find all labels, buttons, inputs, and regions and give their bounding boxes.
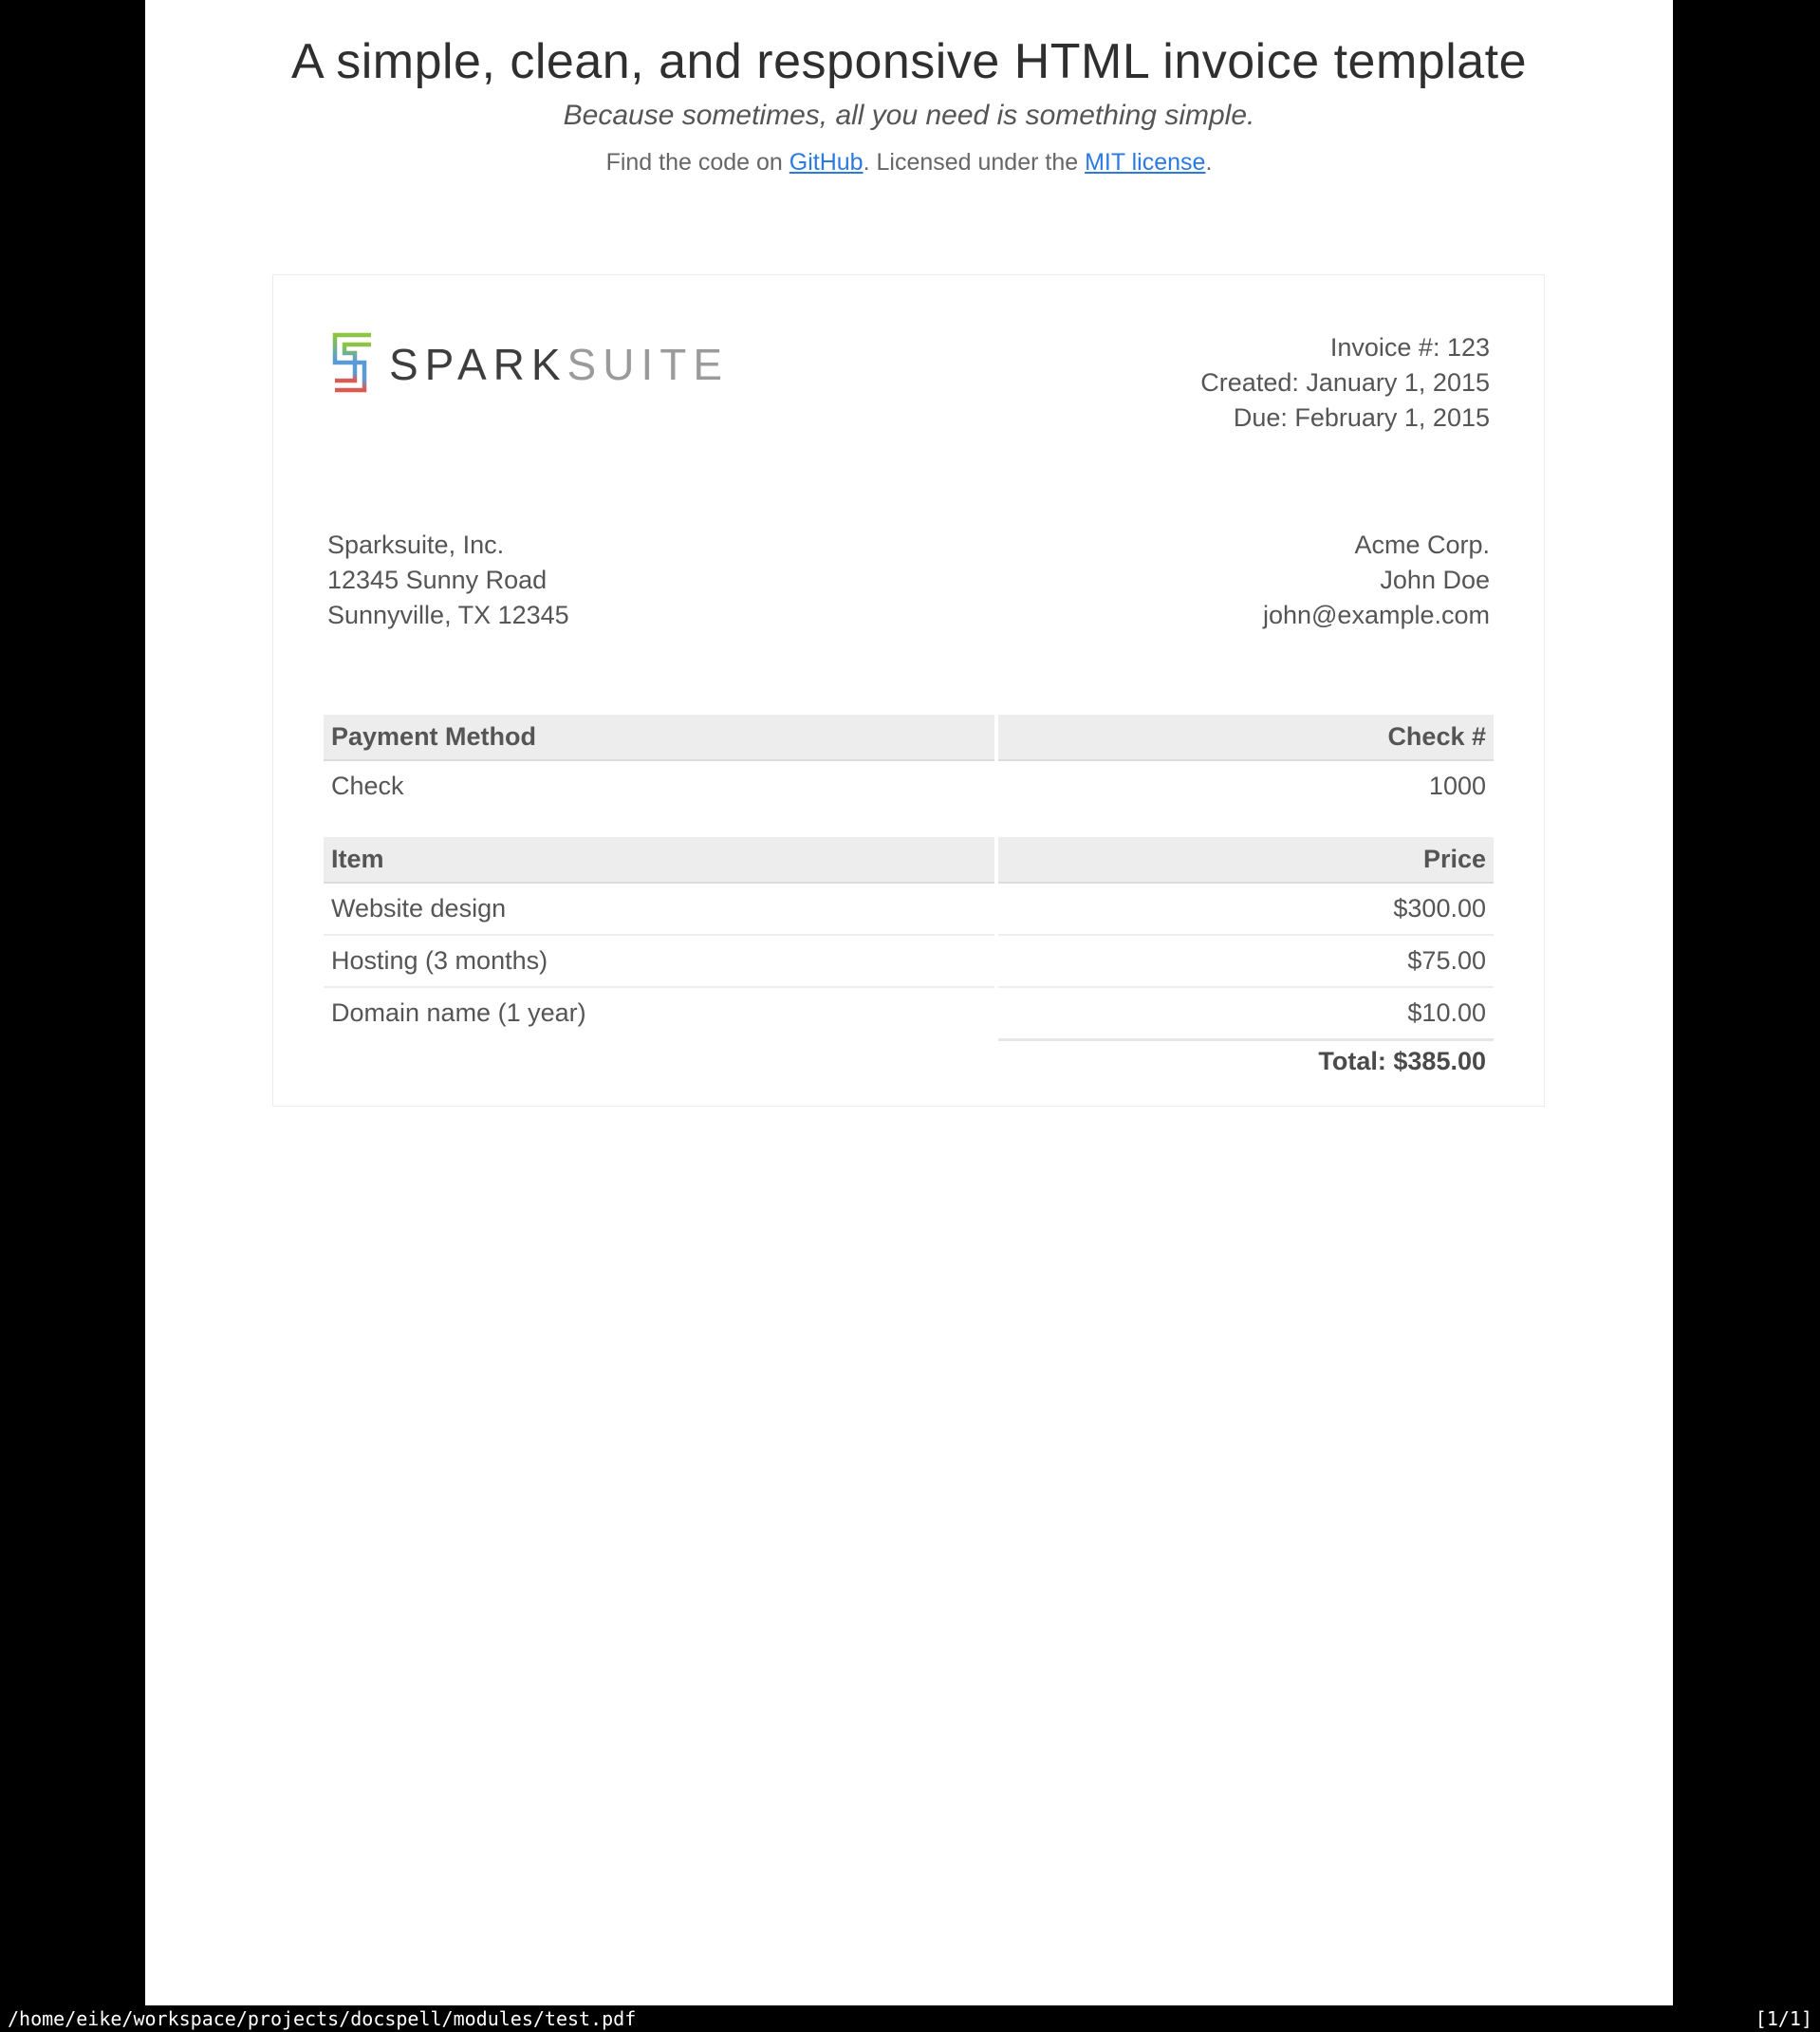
sparksuite-logo-icon <box>327 331 375 398</box>
sender-city: Sunnyville, TX 12345 <box>327 601 569 629</box>
recipient-name: John Doe <box>1380 566 1490 594</box>
links-line <box>145 148 1673 177</box>
item-row <box>324 936 1494 988</box>
payment-row <box>324 761 1494 811</box>
item-name: Website design <box>324 884 994 936</box>
page-subtitle: Because sometimes, all you need is something simple. <box>563 100 1255 131</box>
recipient-email: john@example.com <box>1262 601 1490 629</box>
recipient-address <box>1263 528 1490 633</box>
invoice-due-date: Due: February 1, 2015 <box>1233 403 1490 432</box>
sender-street: 12345 Sunny Road <box>327 566 548 594</box>
payment-method-value: Check <box>331 772 404 800</box>
logo-wordmark <box>389 339 729 390</box>
sender-name: Sparksuite, Inc. <box>327 531 505 559</box>
payment-method-header: Payment Method <box>324 715 994 761</box>
item-price: $75.00 <box>998 936 1494 988</box>
price-header: Price <box>998 837 1494 884</box>
document-header <box>145 0 1673 177</box>
invoice-box <box>272 274 1545 1107</box>
item-price: $10.00 <box>1407 998 1486 1027</box>
invoice-total: Total: $385.00 <box>998 1038 1494 1088</box>
statusbar <box>0 2005 1820 2032</box>
items-header-row <box>324 837 1494 884</box>
invoice-number: Invoice #: 123 <box>1329 333 1490 362</box>
logo-word-spark: SPARK <box>389 340 567 389</box>
check-number-value: 1000 <box>1428 772 1486 800</box>
check-number-header: Check # <box>998 715 1494 761</box>
links-suffix: . <box>1205 149 1213 176</box>
logo-word-suite: SUITE <box>566 340 730 389</box>
payment-table <box>320 715 1497 811</box>
invoice-top-row <box>320 327 1497 436</box>
address-row <box>320 528 1497 633</box>
invoice-created-date: Created: January 1, 2015 <box>1200 368 1490 397</box>
links-prefix: Find the code on <box>605 149 789 176</box>
statusbar-page-indicator: [1/1] <box>1755 2007 1812 2030</box>
recipient-company: Acme Corp. <box>1354 531 1490 559</box>
item-name: Domain name (1 year) <box>331 998 586 1027</box>
item-name: Hosting (3 months) <box>324 936 994 988</box>
item-row <box>324 988 1494 1038</box>
invoice-meta <box>1200 330 1490 436</box>
github-link[interactable]: GitHub <box>789 149 864 176</box>
total-row <box>324 1038 1494 1088</box>
links-middle: . Licensed under the <box>863 149 1086 176</box>
sender-address <box>327 528 569 633</box>
page-title: A simple, clean, and responsive HTML invoice template <box>290 34 1528 89</box>
pdf-page <box>145 0 1673 2005</box>
items-table <box>320 837 1497 1088</box>
statusbar-file-path: /home/eike/workspace/projects/docspell/modules/test.pdf <box>8 2007 637 2030</box>
item-price: $300.00 <box>998 884 1494 936</box>
payment-header-row <box>324 715 1494 761</box>
mit-license-link[interactable]: MIT license <box>1085 149 1206 176</box>
item-row <box>324 884 1494 936</box>
item-header: Item <box>324 837 994 884</box>
sparksuite-logo <box>327 331 729 398</box>
